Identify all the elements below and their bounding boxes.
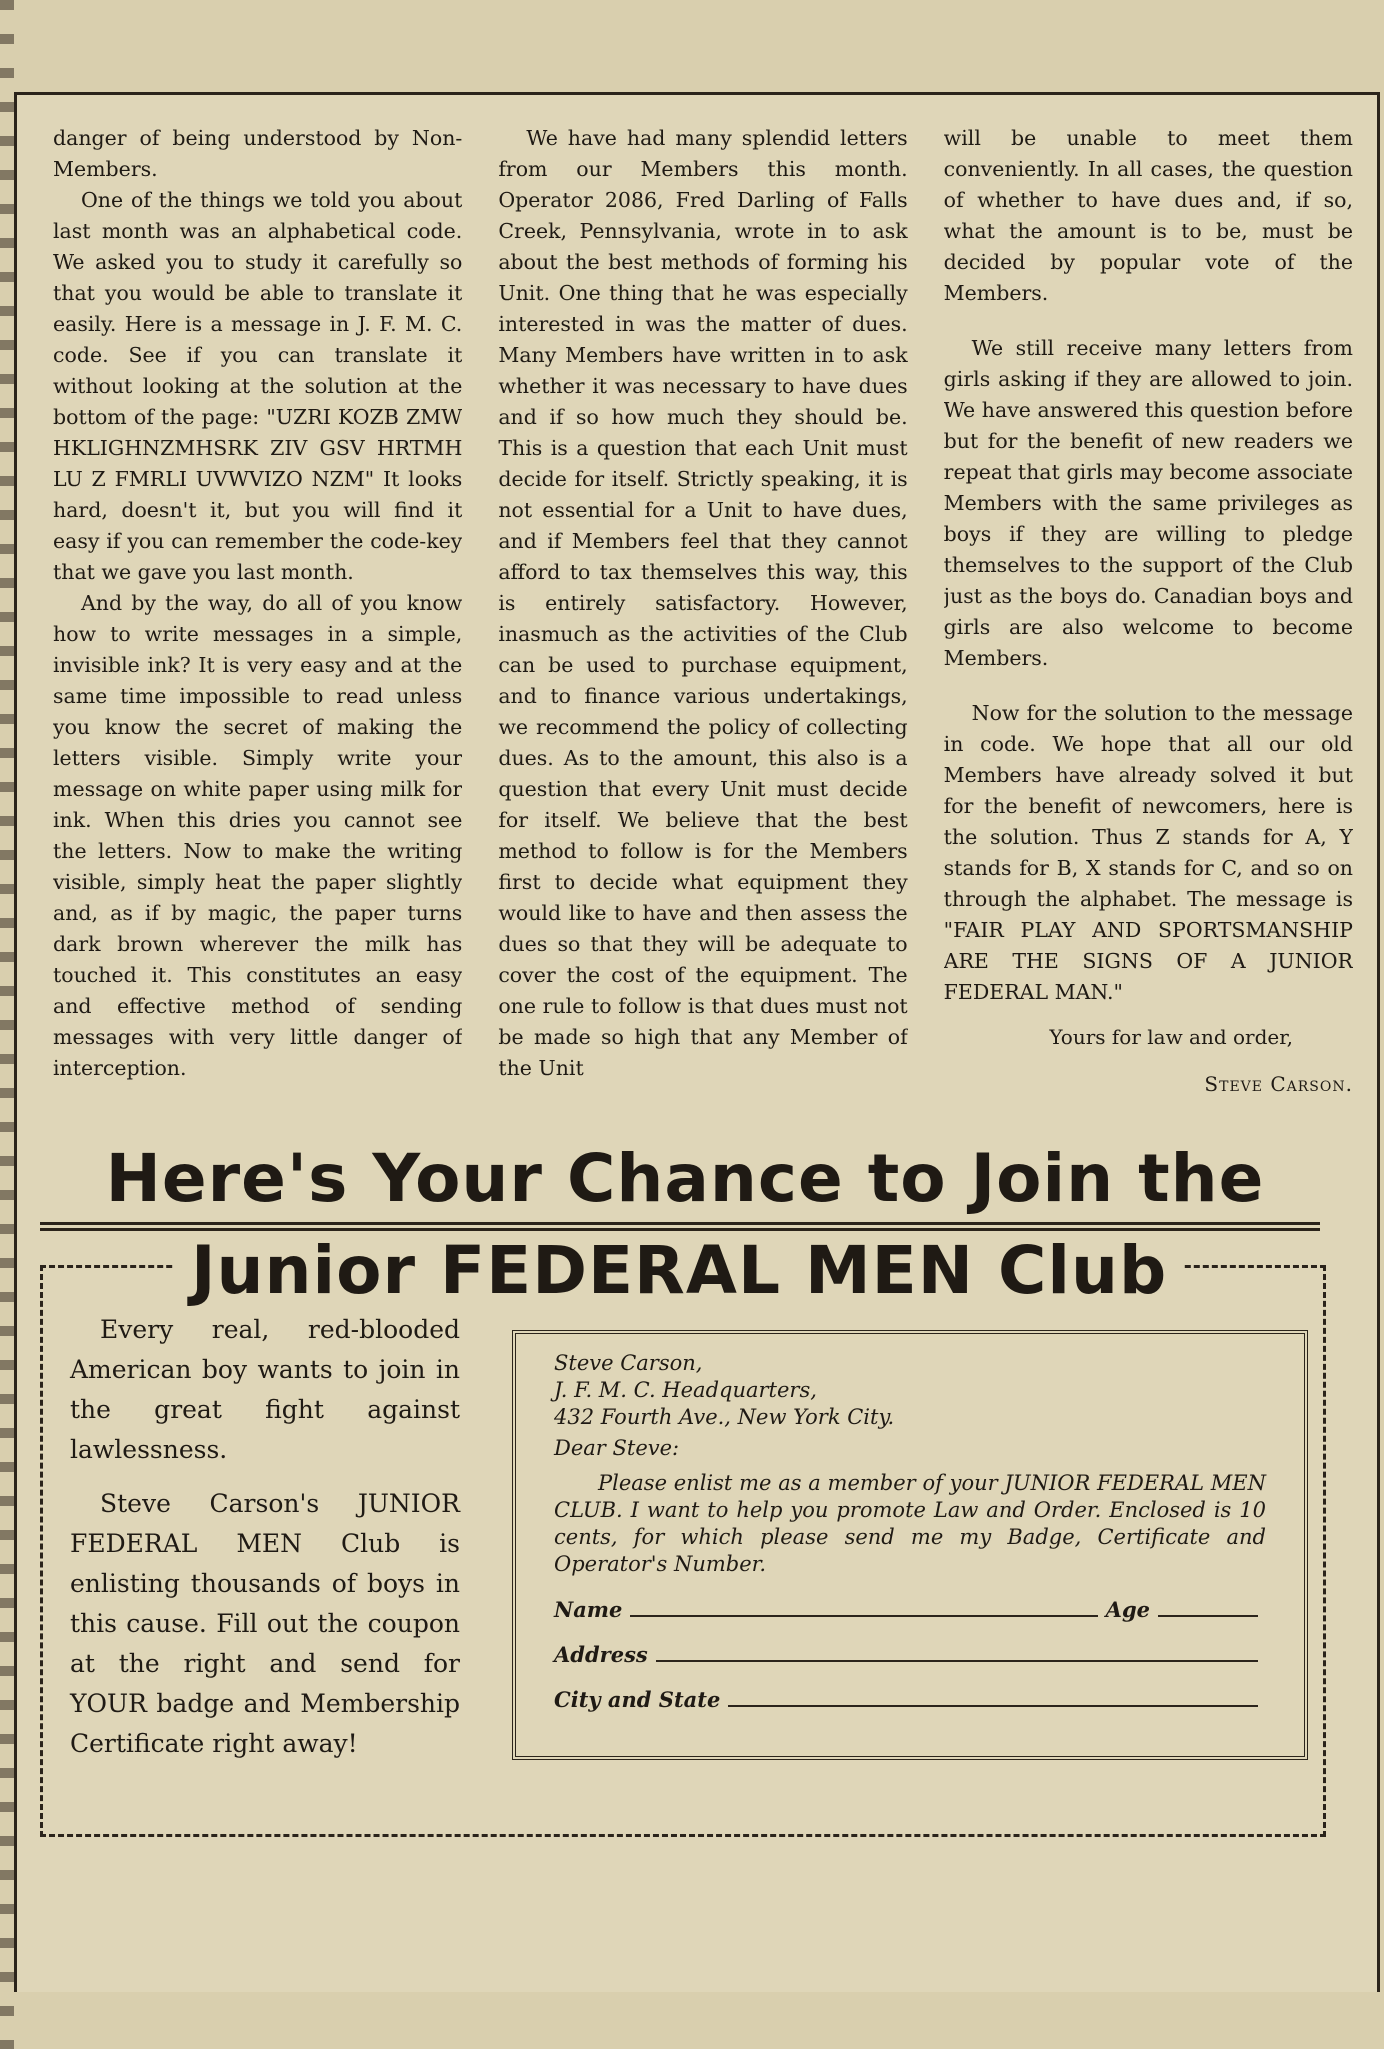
coupon-salutation: Dear Steve: — [554, 1436, 680, 1460]
coupon-address-line-1: Steve Carson, — [554, 1351, 703, 1375]
column3-paragraph-1: will be unable to meet them conveniently. In all cases, the question of whether to have dues and, if so, what the amount is to be, must be decided by popular vote of the Members. — [943, 126, 1353, 305]
coupon-address-label: Address — [554, 1642, 648, 1667]
page-binding-edge — [0, 0, 14, 2049]
coupon-name-row — [554, 1596, 1266, 1623]
coupon-address-line-3: 432 Fourth Ave., New York City. — [554, 1405, 895, 1429]
signature: Steve Carson. — [1204, 1072, 1353, 1096]
ad-pitch-paragraph-2: Steve Carson's JUNIOR FEDERAL MEN Club is enlisting thousands of boys in this cause. Fill out the coupon at the right and send for YOUR badge and Membership Certificate right away! — [70, 1489, 460, 1758]
column1-paragraph-3: And by the way, do all of you know how to write messages in a simple, invisible ink? It is very easy and at the same time impossible to read unless you know the secret of making the letters visible. Simply write your message on white paper using milk for ink. When this dries you cannot see the letters. Now to make the writing visible, simply heat the paper slightly and, as if by magic, the paper turns dark brown wherever the milk has touched it. This constitutes an easy and effective method of sending messages with very little danger of interception. — [53, 591, 463, 1080]
coupon-city-row — [554, 1686, 1266, 1713]
article-column-1 — [53, 123, 462, 1213]
column3-paragraph-3: Now for the solution to the message in code. We hope that all our old Members have already solved it but for the benefit of newcomers, here is the solution. Thus Z stands for A, Y stands for B, X stands for C, and so on through the alphabet. The message is "FAIR PLAY AND SPORTSMANSHIP ARE THE SIGNS OF A JUNIOR FEDERAL MAN." — [943, 701, 1353, 1004]
article-column-3 — [944, 123, 1353, 1213]
coupon-address-row — [554, 1641, 1266, 1668]
column1-paragraph-2: One of the things we told you about last month was an alphabetical code. We asked you to study it carefully so that you would be able to translate it easily. Here is a message in J. F. M. C. code. See if you can translate it without looking at the solution at the bottom of the page: "UZRI KOZB ZMW HKLIGHNZMHSRK ZIV GSV HRTMH LU Z FMRLI UVWVIZO NZM" It looks hard, doesn't it, but you will find it easy if you can remember the code-key that we gave you last month. — [53, 188, 463, 584]
coupon-name-label: Name — [554, 1597, 623, 1622]
coupon-address-field[interactable] — [656, 1660, 1258, 1662]
column1-paragraph-1: danger of being understood by Non-Members. — [53, 126, 463, 181]
ad-headline-line-2: Junior FEDERAL MEN Club — [175, 1232, 1183, 1309]
section-divider-bottom — [40, 1228, 1320, 1231]
coupon-body: Please enlist me as a member of your JUNIOR FEDERAL MEN CLUB. I want to help you promote Law and Order. Enclosed is 10 cents, for which please send me my Badge, Certificate and Operator's Number. — [554, 1471, 1266, 1576]
column3-paragraph-2: We still receive many letters from girls asking if they are allowed to join. We have answered this question before but for the benefit of new readers we repeat that girls may become associate Members with the same privileges as boys if they are willing to pledge themselves to the support of the Club just as the boys do. Canadian boys and girls are also welcome to become Members. — [943, 336, 1353, 670]
coupon-age-label: Age — [1105, 1597, 1150, 1622]
coupon-city-label: City and State — [554, 1687, 721, 1712]
article-column-2 — [498, 123, 907, 1213]
membership-coupon — [512, 1330, 1308, 1760]
column2-paragraph-1: We have had many splendid letters from our Members this month. Operator 2086, Fred Darling of Falls Creek, Pennsylvania, wrote in to ask about the best methods of forming his Unit. One thing that he was especially interested in was the matter of dues. Many Members have written in to ask whether it was necessary to have dues and if so how much they should be. This is a question that each Unit must decide for itself. Strictly speaking, it is not essential for a Unit to have dues, and if Members feel that they cannot afford to tax themselves this way, this is entirely satisfactory. However, inasmuch as the activities of the Club can be used to purchase equipment, and to finance various undertakings, we recommend the policy of collecting dues. As to the amount, this also is a question that every Unit must decide for itself. We believe that the best method to follow is for the Members first to decide what equipment they would like to have and then assess the dues so that they will be adequate to cover the cost of the equipment. The one rule to follow is that dues must not be made so high that any Member of the Unit — [498, 126, 908, 1080]
signoff: Yours for law and order, — [1049, 1025, 1293, 1049]
coupon-name-field[interactable] — [630, 1615, 1097, 1617]
coupon-age-field[interactable] — [1158, 1615, 1258, 1617]
ad-pitch — [70, 1310, 460, 1778]
coupon-address-line-2: J. F. M. C. Headquarters, — [554, 1378, 817, 1402]
ad-pitch-paragraph-1: Every real, red-blooded American boy wants to join in the great fight against lawlessness. — [70, 1315, 460, 1464]
section-divider-top — [40, 1222, 1320, 1225]
article-columns — [53, 123, 1353, 1213]
coupon-city-field[interactable] — [728, 1705, 1258, 1707]
ad-headline-line-1: Here's Your Chance to Join the — [105, 1140, 1265, 1217]
